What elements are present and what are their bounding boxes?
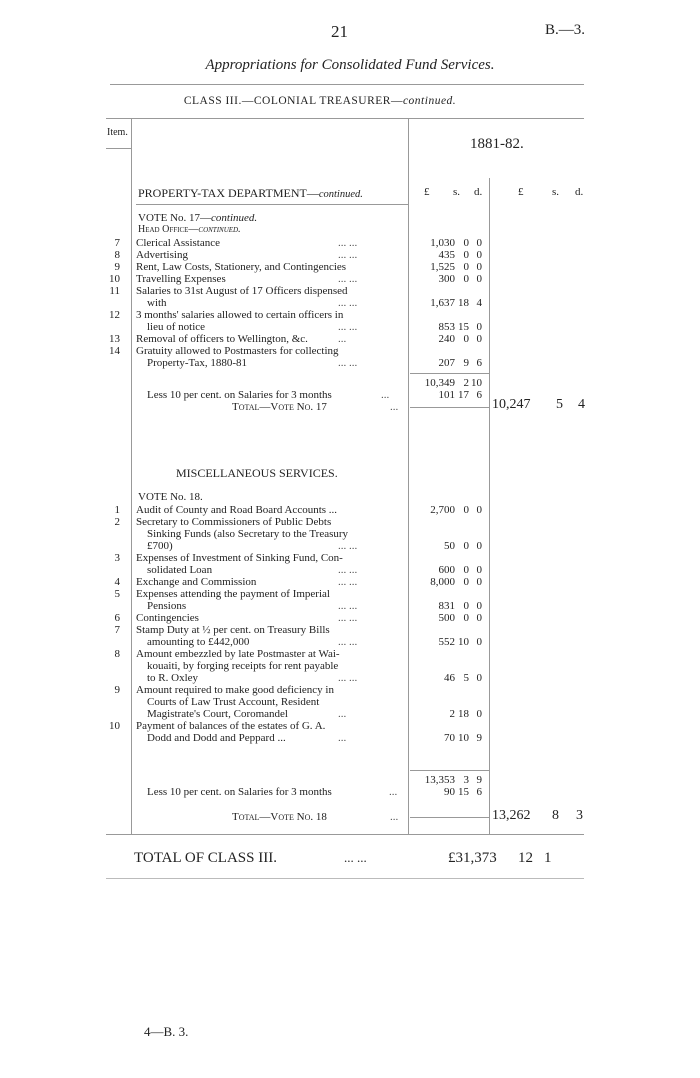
- item-dots: ... ...: [338, 576, 358, 588]
- item-pence: 0: [476, 273, 482, 285]
- year-header: 1881-82.: [470, 136, 524, 152]
- item-pence: 0: [476, 612, 482, 624]
- item-shillings: 18: [458, 297, 469, 309]
- misc-item-row: [0, 564, 700, 576]
- misc-item-row: [0, 708, 700, 720]
- item-description: Exchange and Commission: [136, 576, 257, 588]
- head-office-label-text: Head Office—: [138, 224, 199, 235]
- total-pence-header: d.: [575, 186, 584, 198]
- misc-item-row: [0, 732, 700, 744]
- item-dots: ... ...: [338, 612, 358, 624]
- item-pence: 4: [476, 297, 482, 309]
- property-tax-heading-rule: [136, 204, 408, 205]
- head-office-label-cont: continued.: [198, 224, 241, 235]
- item-pounds: 435: [438, 249, 455, 261]
- item-pounds: 70: [444, 732, 455, 744]
- pt-less-shillings: 17: [458, 389, 469, 401]
- item-number: 8: [114, 249, 120, 261]
- vote-17-total-shillings: 5: [556, 397, 563, 412]
- misc-item-row: [0, 552, 700, 564]
- item-pounds: 1,637: [430, 297, 455, 309]
- misc-item-row: [0, 504, 700, 516]
- item-number: 10: [109, 273, 120, 285]
- vote-17-total-pounds: 10,247: [492, 397, 531, 412]
- item-shillings: 0: [463, 249, 469, 261]
- item-shillings: 0: [463, 564, 469, 576]
- vote-17-label-cont: continued.: [211, 212, 258, 224]
- pt-subtotal-row: [0, 377, 700, 389]
- property-tax-item-row: [0, 249, 700, 261]
- pt-subtotal-shillings: 2: [463, 377, 469, 389]
- item-pence: 0: [476, 672, 482, 684]
- item-number: 6: [114, 612, 120, 624]
- misc-subtotal-rule: [410, 770, 489, 771]
- partial-pound-header: £: [424, 186, 430, 198]
- pt-less-pounds: 101: [438, 389, 455, 401]
- item-pence: 0: [476, 636, 482, 648]
- item-description: Amount required to make good deficiency in: [136, 684, 334, 696]
- item-number: 12: [109, 309, 120, 321]
- misc-item-row: [0, 576, 700, 588]
- item-pounds: 831: [438, 600, 455, 612]
- grand-total-rule: [106, 878, 584, 879]
- property-tax-item-row: [0, 321, 700, 333]
- misc-subtotal-pence: 9: [476, 774, 482, 786]
- misc-item-row: [0, 684, 700, 696]
- item-dots: ... ...: [338, 672, 358, 684]
- item-pounds: 1,525: [430, 261, 455, 273]
- item-pence: 0: [476, 321, 482, 333]
- property-tax-item-row: [0, 285, 700, 297]
- item-shillings: 0: [463, 261, 469, 273]
- item-description: Dodd and Dodd and Peppard ...: [147, 732, 286, 744]
- item-description: Payment of balances of the estates of G. A.: [136, 720, 326, 732]
- item-description: 3 months' salaries allowed to certain officers in: [136, 309, 344, 321]
- grand-total-pence: 1: [544, 850, 552, 866]
- item-number: 2: [114, 516, 120, 528]
- misc-heading: MISCELLANEOUS SERVICES.: [176, 466, 338, 480]
- vote-18-label: VOTE No. 18.: [138, 491, 203, 503]
- vote-17-total-rule: [410, 407, 489, 408]
- item-pounds: 240: [438, 333, 455, 345]
- property-tax-item-row: [0, 345, 700, 357]
- item-description: Expenses attending the payment of Imperial: [136, 588, 330, 600]
- property-tax-item-row: [0, 273, 700, 285]
- item-description: solidated Loan: [147, 564, 213, 576]
- item-number: 4: [114, 576, 120, 588]
- item-dots: ... ...: [338, 237, 358, 249]
- property-tax-heading: [138, 186, 363, 201]
- item-pounds: 552: [438, 636, 455, 648]
- vote-17-total-pence: 4: [578, 397, 585, 412]
- item-description: kouaiti, by forging receipts for rent payable: [147, 660, 339, 672]
- misc-item-row: [0, 588, 700, 600]
- misc-subtotal-shillings: 3: [463, 774, 469, 786]
- item-shillings: 18: [458, 708, 469, 720]
- vote-17-total-dots: ...: [390, 401, 399, 413]
- item-dots: ... ...: [338, 636, 358, 648]
- item-number: 5: [114, 588, 120, 600]
- item-description: Pensions: [147, 600, 187, 612]
- item-description: Secretary to Commissioners of Public Debts: [136, 516, 332, 528]
- item-shillings: 0: [463, 237, 469, 249]
- item-description: Stamp Duty at ½ per cent. on Treasury Bills: [136, 624, 330, 636]
- misc-less-shillings: 15: [458, 786, 469, 798]
- item-shillings: 0: [463, 612, 469, 624]
- item-pence: 0: [476, 600, 482, 612]
- item-shillings: 15: [458, 321, 469, 333]
- title-rule: [110, 84, 584, 85]
- item-description: with: [147, 297, 167, 309]
- total-shilling-header: s.: [552, 186, 560, 198]
- item-number: 10: [109, 720, 120, 732]
- item-header: Item.: [107, 127, 128, 138]
- vote-18-total-pence: 3: [576, 808, 583, 823]
- misc-less-label: Less 10 per cent. on Salaries for 3 months: [147, 786, 332, 798]
- grand-total-dots: ... ...: [344, 850, 367, 865]
- item-dots: ... ...: [338, 357, 358, 369]
- property-tax-heading-cont: continued.: [318, 189, 363, 200]
- grand-total-pounds: £31,373: [448, 850, 497, 866]
- item-pounds: 207: [438, 357, 455, 369]
- item-number: 9: [114, 261, 120, 273]
- item-description: Audit of County and Road Board Accounts ...: [136, 504, 338, 516]
- item-pounds: 2,700: [430, 504, 455, 516]
- item-shillings: 5: [463, 672, 469, 684]
- item-shillings: 0: [463, 576, 469, 588]
- misc-item-row: [0, 516, 700, 528]
- footer-code: 4—B. 3.: [144, 1024, 189, 1039]
- item-description: Gratuity allowed to Postmasters for collecting: [136, 345, 339, 357]
- item-number: 11: [109, 285, 120, 297]
- item-pounds: 50: [444, 540, 455, 552]
- misc-subtotal-pounds: 13,353: [424, 774, 455, 786]
- property-tax-heading-text: PROPERTY-TAX DEPARTMENT—: [138, 186, 319, 200]
- pt-subtotal-pounds: 10,349: [424, 377, 455, 389]
- item-shillings: 10: [458, 732, 469, 744]
- item-description: Rent, Law Costs, Stationery, and Contingencies: [136, 261, 347, 273]
- item-pounds: 46: [444, 672, 455, 684]
- item-shillings: 0: [463, 600, 469, 612]
- item-pence: 0: [476, 540, 482, 552]
- item-pounds: 300: [438, 273, 455, 285]
- vote-18-total-shillings: 8: [552, 808, 559, 823]
- item-number: 9: [114, 684, 120, 696]
- item-dots: ... ...: [338, 297, 358, 309]
- item-number: 7: [114, 237, 120, 249]
- item-dots: ... ...: [338, 600, 358, 612]
- item-dots: ...: [338, 732, 347, 744]
- pt-less-label: Less 10 per cent. on Salaries for 3 months: [147, 389, 332, 401]
- item-description: to R. Oxley: [147, 672, 199, 684]
- item-shillings: 9: [463, 357, 469, 369]
- property-tax-item-row: [0, 333, 700, 345]
- item-pence: 0: [476, 261, 482, 273]
- total-pound-header: £: [518, 186, 524, 198]
- item-pence: 0: [476, 564, 482, 576]
- misc-item-row: [0, 720, 700, 732]
- class-title: [0, 95, 640, 107]
- misc-item-row: [0, 660, 700, 672]
- item-description: Expenses of Investment of Sinking Fund, Con-: [136, 552, 343, 564]
- grand-total-label: TOTAL OF CLASS III.: [134, 850, 277, 866]
- item-number: 7: [114, 624, 120, 636]
- page-title: Appropriations for Consolidated Fund Services.: [205, 57, 495, 73]
- item-shillings: 0: [463, 333, 469, 345]
- pt-less-dots: ...: [381, 389, 390, 401]
- misc-less-pence: 6: [476, 786, 482, 798]
- class-title-text: CLASS III.—COLONIAL TREASURER—: [183, 95, 403, 107]
- misc-item-row: [0, 636, 700, 648]
- item-dots: ... ...: [338, 564, 358, 576]
- item-description: Advertising: [136, 249, 188, 261]
- vote-17-label-text: VOTE No. 17—: [138, 212, 212, 224]
- vote-17-total-label: Total—Vote No. 17: [232, 401, 327, 413]
- item-number: 14: [109, 345, 120, 357]
- document-code: B.—3.: [545, 22, 586, 38]
- misc-less-row: [0, 786, 700, 798]
- item-header-rule: [106, 148, 131, 149]
- table-bottom-rule: [106, 834, 584, 835]
- item-dots: ...: [338, 333, 347, 345]
- item-description: Removal of officers to Wellington, &c.: [136, 333, 308, 345]
- item-pence: 0: [476, 333, 482, 345]
- partial-pence-header: d.: [474, 186, 483, 198]
- item-description: Clerical Assistance: [136, 237, 221, 249]
- item-dots: ... ...: [338, 249, 358, 261]
- item-description: lieu of notice: [147, 321, 206, 333]
- item-description: Travelling Expenses: [136, 273, 226, 285]
- item-pounds: 500: [438, 612, 455, 624]
- misc-item-row: [0, 624, 700, 636]
- vote-18-total-pounds: 13,262: [492, 808, 531, 823]
- item-description: Salaries to 31st August of 17 Officers dispensed: [136, 285, 348, 297]
- item-pounds: 8,000: [430, 576, 455, 588]
- item-shillings: 0: [463, 273, 469, 285]
- misc-item-row: [0, 540, 700, 552]
- item-description: Courts of Law Trust Account, Resident: [147, 696, 320, 708]
- misc-item-row: [0, 528, 700, 540]
- vote-18-total-label: Total—Vote No. 18: [232, 811, 327, 823]
- item-description: £700): [147, 540, 173, 552]
- item-dots: ... ...: [338, 540, 358, 552]
- misc-item-row: [0, 600, 700, 612]
- partial-shilling-header: s.: [453, 186, 461, 198]
- head-office-label: [138, 224, 241, 235]
- misc-item-row: [0, 612, 700, 624]
- item-number: 1: [114, 504, 120, 516]
- item-shillings: 0: [463, 540, 469, 552]
- item-shillings: 10: [458, 636, 469, 648]
- item-pounds: 853: [438, 321, 455, 333]
- pt-subtotal-pence: 10: [471, 377, 482, 389]
- misc-less-dots: ...: [389, 786, 398, 798]
- item-pence: 9: [476, 732, 482, 744]
- item-pence: 0: [476, 504, 482, 516]
- page-number: 21: [331, 22, 348, 41]
- item-pence: 0: [476, 249, 482, 261]
- property-tax-item-row: [0, 309, 700, 321]
- item-dots: ... ...: [338, 273, 358, 285]
- item-dots: ... ...: [338, 321, 358, 333]
- pt-less-pence: 6: [476, 389, 482, 401]
- item-shillings: 0: [463, 504, 469, 516]
- misc-item-row: [0, 672, 700, 684]
- misc-item-row: [0, 696, 700, 708]
- item-number: 3: [114, 552, 120, 564]
- item-description: Amount embezzled by late Postmaster at Wai-: [136, 648, 340, 660]
- item-pounds: 2: [449, 708, 455, 720]
- table-top-rule: [106, 118, 584, 119]
- item-description: Sinking Funds (also Secretary to the Treasury: [147, 528, 349, 540]
- item-pence: 0: [476, 576, 482, 588]
- property-tax-item-row: [0, 297, 700, 309]
- item-pence: 6: [476, 357, 482, 369]
- item-number: 8: [114, 648, 120, 660]
- vote-18-total-dots: ...: [390, 811, 399, 823]
- item-pence: 0: [476, 708, 482, 720]
- misc-item-row: [0, 648, 700, 660]
- item-description: Property-Tax, 1880-81: [147, 357, 248, 369]
- vote-17-label: [138, 212, 257, 224]
- grand-total-shillings: 12: [518, 850, 533, 866]
- item-pounds: 1,030: [430, 237, 455, 249]
- property-tax-item-row: [0, 357, 700, 369]
- property-tax-item-row: [0, 237, 700, 249]
- property-tax-item-row: [0, 261, 700, 273]
- item-pence: 0: [476, 237, 482, 249]
- pt-subtotal-rule: [410, 373, 489, 374]
- item-description: Magistrate's Court, Coromandel: [147, 708, 288, 720]
- class-title-cont: continued.: [402, 95, 457, 107]
- vote-18-total-rule: [410, 817, 489, 818]
- item-description: amounting to £442,000: [147, 636, 250, 648]
- item-dots: ...: [338, 708, 347, 720]
- misc-less-pounds: 90: [444, 786, 455, 798]
- misc-subtotal-row: [0, 774, 700, 786]
- item-pounds: 600: [438, 564, 455, 576]
- pt-less-row: [0, 389, 700, 401]
- item-number: 13: [109, 333, 120, 345]
- item-description: Contingencies: [136, 612, 199, 624]
